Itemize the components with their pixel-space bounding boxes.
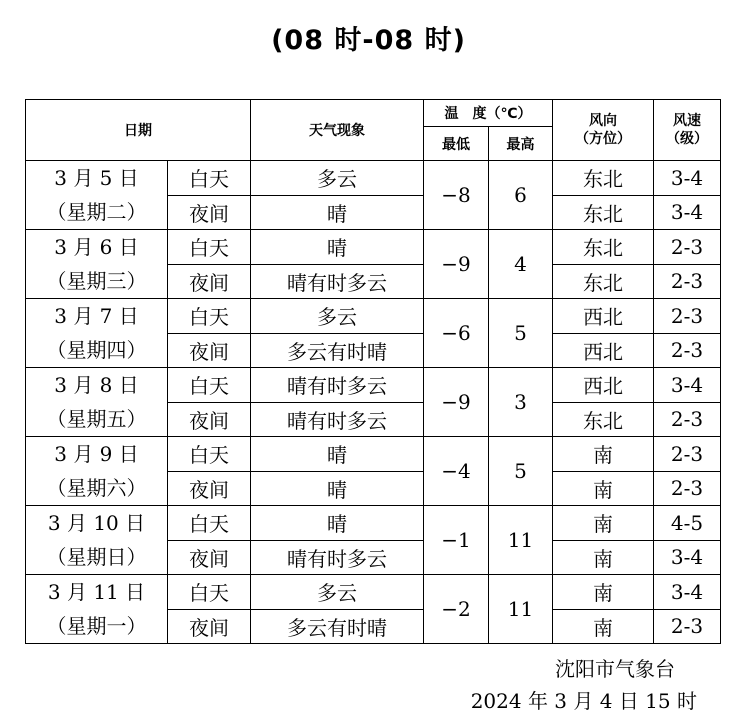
max-temp-cell: 3 bbox=[489, 368, 553, 437]
weather-cell: 多云 bbox=[251, 161, 424, 196]
weekday-label: （星期四） bbox=[46, 338, 147, 362]
wind-speed-cell: 3-4 bbox=[654, 368, 721, 403]
date-label: 3 月 11 日 bbox=[47, 580, 146, 604]
wind-speed-cell: 2-3 bbox=[654, 333, 721, 368]
min-temp-cell: −2 bbox=[424, 575, 489, 644]
header-wind-speed-label: 风速 bbox=[673, 113, 702, 129]
period-cell: 夜间 bbox=[168, 333, 251, 368]
min-temp-cell: −9 bbox=[424, 230, 489, 299]
table-row bbox=[26, 230, 721, 265]
weather-cell: 晴 bbox=[251, 195, 424, 230]
header-wind-direction-unit: （方位） bbox=[575, 131, 632, 147]
period-cell: 白天 bbox=[168, 299, 251, 334]
period-cell: 夜间 bbox=[168, 471, 251, 506]
page-title: (08 时-08 时) bbox=[271, 25, 466, 56]
date-cell bbox=[26, 299, 168, 368]
weather-cell: 晴 bbox=[251, 230, 424, 265]
header-min: 最低 bbox=[424, 127, 489, 161]
max-temp-cell: 5 bbox=[489, 437, 553, 506]
issue-time: 2024 年 3 月 4 日 15 时 bbox=[470, 689, 697, 713]
period-cell: 夜间 bbox=[168, 195, 251, 230]
wind-speed-cell: 4-5 bbox=[654, 506, 721, 541]
table-row bbox=[26, 575, 721, 610]
max-temp-cell: 6 bbox=[489, 161, 553, 230]
header-wind-direction-label: 风向 bbox=[589, 113, 618, 129]
date-label: 3 月 6 日 bbox=[54, 235, 139, 259]
min-temp-cell: −1 bbox=[424, 506, 489, 575]
wind-direction-cell: 南 bbox=[553, 471, 654, 506]
wind-speed-cell: 3-4 bbox=[654, 161, 721, 196]
date-cell bbox=[26, 575, 168, 644]
wind-speed-cell: 2-3 bbox=[654, 402, 721, 437]
max-temp-cell: 11 bbox=[489, 575, 553, 644]
period-cell: 白天 bbox=[168, 368, 251, 403]
max-temp-cell: 4 bbox=[489, 230, 553, 299]
weather-cell: 晴有时多云 bbox=[251, 368, 424, 403]
period-cell: 夜间 bbox=[168, 402, 251, 437]
weather-cell: 多云有时晴 bbox=[251, 609, 424, 644]
forecast-table bbox=[25, 99, 721, 644]
min-temp-cell: −4 bbox=[424, 437, 489, 506]
weekday-label: （星期六） bbox=[46, 476, 147, 500]
period-cell: 白天 bbox=[168, 230, 251, 265]
wind-speed-cell: 3-4 bbox=[654, 195, 721, 230]
weather-cell: 晴 bbox=[251, 471, 424, 506]
weather-cell: 晴 bbox=[251, 506, 424, 541]
wind-speed-cell: 2-3 bbox=[654, 299, 721, 334]
wind-speed-cell: 2-3 bbox=[654, 230, 721, 265]
max-temp-cell: 11 bbox=[489, 506, 553, 575]
date-label: 3 月 9 日 bbox=[54, 442, 139, 466]
weather-cell: 多云有时晴 bbox=[251, 333, 424, 368]
weekday-label: （星期日） bbox=[46, 545, 147, 569]
table-row bbox=[26, 437, 721, 472]
period-cell: 白天 bbox=[168, 506, 251, 541]
wind-speed-cell: 2-3 bbox=[654, 264, 721, 299]
weather-cell: 多云 bbox=[251, 575, 424, 610]
date-cell bbox=[26, 437, 168, 506]
min-temp-cell: −9 bbox=[424, 368, 489, 437]
wind-direction-cell: 西北 bbox=[553, 368, 654, 403]
wind-direction-cell: 东北 bbox=[553, 195, 654, 230]
max-temp-cell: 5 bbox=[489, 299, 553, 368]
header-wind-direction bbox=[553, 100, 654, 161]
period-cell: 夜间 bbox=[168, 540, 251, 575]
header-date: 日期 bbox=[26, 100, 251, 161]
date-label: 3 月 7 日 bbox=[54, 304, 139, 328]
wind-direction-cell: 南 bbox=[553, 540, 654, 575]
header-wind-speed-unit: （级） bbox=[666, 131, 709, 147]
wind-direction-cell: 南 bbox=[553, 506, 654, 541]
table-row bbox=[26, 299, 721, 334]
wind-direction-cell: 东北 bbox=[553, 161, 654, 196]
wind-speed-cell: 2-3 bbox=[654, 471, 721, 506]
header-temperature: 温 度（℃） bbox=[424, 100, 553, 127]
period-cell: 白天 bbox=[168, 161, 251, 196]
date-cell bbox=[26, 161, 168, 230]
table-row bbox=[26, 506, 721, 541]
table-row bbox=[26, 368, 721, 403]
wind-direction-cell: 南 bbox=[553, 575, 654, 610]
period-cell: 白天 bbox=[168, 437, 251, 472]
wind-speed-cell: 2-3 bbox=[654, 437, 721, 472]
wind-direction-cell: 东北 bbox=[553, 402, 654, 437]
wind-direction-cell: 东北 bbox=[553, 264, 654, 299]
wind-direction-cell: 南 bbox=[553, 437, 654, 472]
wind-speed-cell: 3-4 bbox=[654, 540, 721, 575]
date-label: 3 月 5 日 bbox=[54, 166, 139, 190]
min-temp-cell: −6 bbox=[424, 299, 489, 368]
date-cell bbox=[26, 506, 168, 575]
header-max: 最高 bbox=[489, 127, 553, 161]
date-cell bbox=[26, 368, 168, 437]
wind-direction-cell: 东北 bbox=[553, 230, 654, 265]
weekday-label: （星期二） bbox=[46, 200, 147, 224]
weather-cell: 晴有时多云 bbox=[251, 264, 424, 299]
header-weather: 天气现象 bbox=[251, 100, 424, 161]
date-label: 3 月 8 日 bbox=[54, 373, 139, 397]
date-cell bbox=[26, 230, 168, 299]
weather-cell: 晴 bbox=[251, 437, 424, 472]
period-cell: 夜间 bbox=[168, 609, 251, 644]
wind-direction-cell: 西北 bbox=[553, 299, 654, 334]
date-label: 3 月 10 日 bbox=[47, 511, 146, 535]
issuing-agency: 沈阳市气象台 bbox=[555, 657, 675, 681]
weekday-label: （星期五） bbox=[46, 407, 147, 431]
table-row bbox=[26, 161, 721, 196]
weekday-label: （星期一） bbox=[46, 614, 147, 638]
weather-cell: 晴有时多云 bbox=[251, 540, 424, 575]
weather-cell: 多云 bbox=[251, 299, 424, 334]
weekday-label: （星期三） bbox=[46, 269, 147, 293]
weather-cell: 晴有时多云 bbox=[251, 402, 424, 437]
wind-direction-cell: 西北 bbox=[553, 333, 654, 368]
header-wind-speed bbox=[654, 100, 721, 161]
period-cell: 白天 bbox=[168, 575, 251, 610]
min-temp-cell: −8 bbox=[424, 161, 489, 230]
wind-speed-cell: 3-4 bbox=[654, 575, 721, 610]
wind-direction-cell: 南 bbox=[553, 609, 654, 644]
period-cell: 夜间 bbox=[168, 264, 251, 299]
wind-speed-cell: 2-3 bbox=[654, 609, 721, 644]
